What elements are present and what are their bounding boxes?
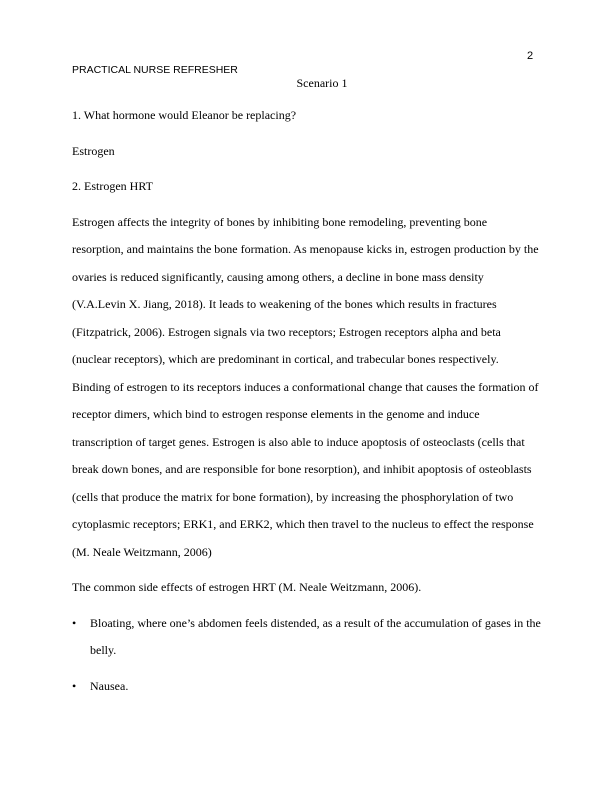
scenario-title: Scenario 1	[296, 76, 348, 90]
question-2: 2. Estrogen HRT	[72, 179, 153, 193]
estrogen-paragraph	[72, 209, 542, 567]
paragraph-line: resorption, and maintains the bone formation. As menopause kicks in, estrogen production by the	[72, 242, 539, 256]
paragraph-line: (nuclear receptors), which are predominant in cortical, and trabecular bones respectively.	[72, 352, 499, 366]
paragraph-line: ovaries is reduced significantly, causing among others, a decline in bone mass density	[72, 269, 484, 284]
paragraph-line: (cells that produce the matrix for bone formation), by increasing the phosphorylation of two	[72, 489, 514, 504]
side-effects-intro: The common side effects of estrogen HRT (M. Neale Weitzmann, 2006).	[72, 580, 422, 594]
bullet-text	[90, 610, 542, 665]
running-head: PRACTICAL NURSE REFRESHER	[72, 64, 238, 76]
bullet-line: belly.	[90, 643, 117, 657]
paragraph-line: (M. Neale Weitzmann, 2006)	[72, 544, 212, 559]
bullet-marker: •	[72, 615, 77, 630]
bullet-line: Nausea.	[90, 678, 129, 693]
list-item-bloating	[72, 610, 542, 665]
paragraph-line: Binding of estrogen to its receptors induces a conformational change that causes the formation of	[72, 379, 539, 394]
question-1: 1. What hormone would Eleanor be replacing?	[72, 108, 297, 122]
bullet-line: Bloating, where one’s abdomen feels distended, as a result of the accumulation of gases in the	[90, 615, 541, 630]
paragraph-line: receptor dimers, which bind to estrogen response elements in the genome and induce	[72, 407, 480, 421]
page-number: 2	[527, 50, 534, 62]
answer-1: Estrogen	[72, 143, 115, 158]
bullet-marker: •	[72, 678, 77, 693]
paragraph-line: break down bones, and are responsible for bone resorption), and inhibit apoptosis of osteoblasts	[72, 462, 532, 476]
paragraph-line: Estrogen affects the integrity of bones by inhibiting bone remodeling, preventing bone	[72, 214, 488, 229]
paragraph-line: (Fitzpatrick, 2006). Estrogen signals via two receptors; Estrogen receptors alpha and beta	[72, 324, 501, 339]
list-item-nausea	[72, 673, 542, 701]
paragraph-line: cytoplasmic receptors; ERK1, and ERK2, which then travel to the nucleus to effect the response	[72, 517, 534, 531]
bullet-text	[90, 673, 542, 701]
paragraph-line: (V.A.Levin X. Jiang, 2018). It leads to weakening of the bones which results in fractures	[72, 297, 497, 311]
paragraph-line: transcription of target genes. Estrogen is also able to induce apoptosis of osteoclasts (cells that	[72, 434, 525, 449]
document-body	[72, 72, 542, 700]
